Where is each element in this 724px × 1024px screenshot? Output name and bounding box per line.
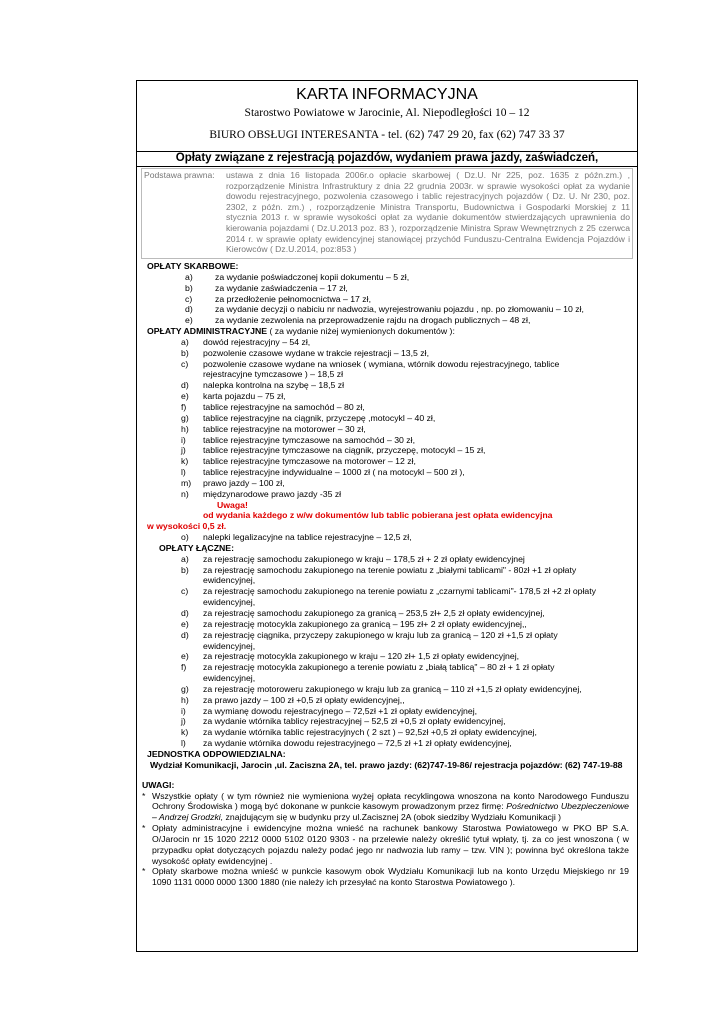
list-item: c) za rejestrację samochodu zakupionego na terenie powiatu z „czarnymi tablicami"- 178,5 zł +2 zł opłaty ewidencyjnej, — [181, 586, 597, 608]
list-item: a) za rejestrację samochodu zakupionego w kraju – 178,5 zł + 2 zł opłaty ewidencyjnej — [181, 553, 525, 564]
list-item: j) za wydanie wtórnika tablicy rejestracyjnej – 52,5 zł +0,5 zł opłaty ewidencyjnej, — [181, 716, 506, 727]
info-card — [136, 80, 638, 952]
list-item: o) nalepki legalizacyjne na tablice rejestracyjne – 12,5 zł, — [181, 532, 412, 543]
office-address: Starostwo Powiatowe w Jarocinie, Al. Niepodległości 10 – 12 — [244, 107, 530, 119]
list-item: f) za rejestrację motocykla zakupionego a terenie powiatu z „białą tablicą" – 80 zł + 1 zł opłaty ewidencyjnej, — [181, 662, 555, 684]
list-item: b) za rejestrację samochodu zakupionego na terenie powiatu z „białymi tablicami" - 80zł +1 zł opłaty ewidencyjnej, — [181, 564, 577, 586]
administracyjne-list — [137, 337, 637, 500]
list-item: l) za wydanie wtórnika dowodu rejestracyjnego – 72,5 zł +1 zł opłaty ewidencyjnej, — [181, 738, 512, 749]
list-item: b) pozwolenie czasowe wydane w trakcie rejestracji – 13,5 zł, — [181, 347, 429, 358]
list-item: d) za rejestrację samochodu zakupionego za granicą – 253,5 zł+ 2,5 zł opłaty ewidencyjnej, — [181, 608, 545, 618]
uwaga-title: Uwaga! — [217, 499, 248, 510]
skarbowe-list — [137, 272, 637, 326]
administracyjne-heading — [137, 326, 637, 337]
uwagi-list — [137, 791, 637, 889]
laczne-list — [137, 554, 637, 749]
list-item: i) za wymianę dowodu rejestracyjnego – 72,5zł +1 zł opłaty ewidencyjnej, — [181, 705, 478, 716]
administracyjne-note: ( za wydanie niżej wymienionych dokumentów ): — [267, 326, 455, 337]
jednostka-text: Wydział Komunikacji, Jarocin ,ul. Zaciszna 2A, tel. prawo jazdy: (62)747-19-86/ rejestracja pojazdów: (62) 747-19-88 — [150, 759, 623, 770]
list-item: j) tablice rejestracyjne tymczasowe na ciągnik, przyczepę, motocykl – 15 zł, — [181, 445, 486, 456]
list-item: k) tablice rejestracyjne tymczasowe na motorower – 12 zł, — [181, 456, 416, 467]
list-item: d) nalepka kontrolna na szybę – 18,5 zł — [181, 380, 345, 391]
list-item: e) za wydanie zezwolenia na przeprowadzenie rajdu na drogach publicznych – 48 zł, — [185, 315, 531, 326]
legal-basis-text: ustawa z dnia 16 listopada 2006r.o opłacie skarbowej ( Dz.U. Nr 225, poz. 1635 z późn.zm.) , rozporządzenie Ministra Infrastruktury z dnia 22 grudnia 2003r. w sprawie wysokości opłat za wydanie dowodu rejestracyjnego, pozwolenia czasowego i tablic rejestracyjnych pojazdów ( Dz. U. Nr 230, poz. 2302, z późn. zm.) , rozporządzenie Ministra Transportu, Budownictwa i Gospodarki Morskiej z 11 stycznia 2013 r. w sprawie wysokości opłat za wydanie dokumentów stwierdzających uprawnienia do kierowania pojazdami ( Dz.U.2013 poz. 83 ), rozporządzenie Ministra Spraw Wewnętrznych z 25 czerwca 2014 r. w sprawie opłaty ewidencyjnej stanowiącej przychód Funduszu-Centralna Ewidencja Pojazdów i Kierowców ( Dz.U.2014, poz:853 ) — [226, 170, 630, 255]
uwaga-line-2: w wysokości 0,5 zł. — [147, 521, 227, 532]
list-item: a) dowód rejestracyjny – 54 zł, — [181, 336, 311, 347]
uwagi-title: UWAGI: — [142, 779, 175, 790]
note-item: * Opłaty administracyjne i ewidencyjne można wnieść na rachunek bankowy Starostwa Powiatowego w PKO BP S.A. O/Jarocin nr 15 1020 2212 0000 5102 0120 9303 - na przelewie należy określić tytuł wpłaty, tj. za co jest wnoszona ( w przypadku opłat dotyczących pojazdu należy podać jego nr nadwozia lub ramy – tzw. VIN ); powinna być określona także wysokość opłaty ewidencyjnej . — [142, 823, 629, 866]
list-item: i) tablice rejestracyjne tymczasowe na samochód – 30 zł, — [181, 434, 415, 445]
note-item: * Opłaty skarbowe można wnieść w punkcie kasowym obok Wydziału Komunikacji lub na konto Urzędu Miejskiego nr 19 1090 1131 0000 0000 1300 1880 (nie należy ich przesyłać na konto Starostwa Powiatowego ). — [142, 866, 629, 888]
list-item: e) za rejestrację motocykla zakupionego w kraju – 120 zł+ 1,5 zł opłaty ewidencyjnej, — [181, 651, 520, 662]
list-item: b) za wydanie zaświadczenia – 17 zł, — [185, 282, 348, 293]
list-item: e) karta pojazdu – 75 zł, — [181, 391, 286, 402]
list-item: m) prawo jazdy – 100 zł, — [181, 477, 285, 488]
legal-basis — [141, 168, 633, 259]
list-item: g) tablice rejestracyjne na ciągnik, przyczepę ,motocykl – 40 zł, — [181, 412, 436, 423]
list-item: d) za rejestrację ciągnika, przyczepy zakupionego w kraju lub za granicą – 120 zł +1,5 zł opłaty ewidencyjnej, — [181, 629, 558, 651]
list-item: g) za rejestrację motoroweru zakupionego w kraju lub za granicą – 110 zł +1,5 zł opłaty ewidencyjnej, — [181, 683, 582, 694]
list-item: a) za wydanie poświadczonej kopii dokumentu – 5 zł, — [185, 271, 410, 282]
section-heading: Opłaty związane z rejestracją pojazdów, wydaniem prawa jazdy, zaświadczeń, — [137, 151, 637, 167]
legal-basis-label: Podstawa prawna: — [144, 170, 215, 180]
header — [137, 81, 637, 152]
list-item: l) tablice rejestracyjne indywidualne – 1000 zł ( na motocykl – 500 zł ), — [181, 467, 465, 478]
fees-body — [137, 261, 637, 888]
administracyjne-title: OPŁATY ADMINISTRACYJNE — [147, 326, 268, 337]
list-item: d) za wydanie decyzji o nabiciu nr nadwozia, wyrejestrowaniu pojazdu , np. po złomowaniu – 10 zł, — [185, 304, 584, 315]
list-item: n) międzynarodowe prawo jazdy -35 zł — [181, 488, 342, 499]
laczne-title: OPŁATY ŁĄCZNE: — [159, 542, 234, 553]
list-item: h) tablice rejestracyjne na motorower – 30 zł, — [181, 423, 366, 434]
list-item: h) za prawo jazdy – 100 zł +0,5 zł opłaty ewidencyjnej,, — [181, 694, 405, 705]
page-title: KARTA INFORMACYJNA — [296, 86, 478, 103]
note-item: * Wszystkie opłaty ( w tym również nie wymieniona wyżej opłata recyklingowa wnoszona na konto Narodowego Funduszu Ochrony Środowiska ) mogą być dokonane w punkcie kasowym prowadzonym przez firmę: Pośrednictwo Ubezpieczeniowe – Andrzej Grodzki, znajdującym się w budynku przy ul.Zacisznej 2A (obok siedziby Wydziału Komunikacji ) — [142, 790, 630, 823]
list-item: e) za rejestrację motocykla zakupionego za granicą – 195 zł+ 2 zł opłaty ewidencyjnej,, — [181, 618, 527, 629]
list-item: k) za wydanie wtórnika tablic rejestracyjnych ( 2 szt ) – 92,5zł +0,5 zł opłaty ewidencyjnej, — [181, 727, 537, 738]
list-item: c) za przedłożenie pełnomocnictwa – 17 zł, — [185, 293, 371, 304]
list-item: c) pozwolenie czasowe wydane na wniosek ( wymiana, wtórnik dowodu rejestracyjnego, tablice rejestracyjne tymczasowe ) – 18,5 zł — [181, 358, 560, 380]
jednostka-title: JEDNOSTKA ODPOWIEDZIALNA: — [147, 748, 286, 759]
skarbowe-title: OPŁATY SKARBOWE: — [147, 261, 239, 271]
list-item: f) tablice rejestracyjne na samochód – 80 zł, — [181, 401, 365, 412]
uwaga-line-1: od wydania każdego z w/w dokumentów lub tablic pobierana jest opłata ewidencyjna — [203, 510, 553, 521]
contact-line: BIURO OBSŁUGI INTERESANTA - tel. (62) 747 29 20, fax (62) 747 33 37 — [209, 129, 565, 141]
